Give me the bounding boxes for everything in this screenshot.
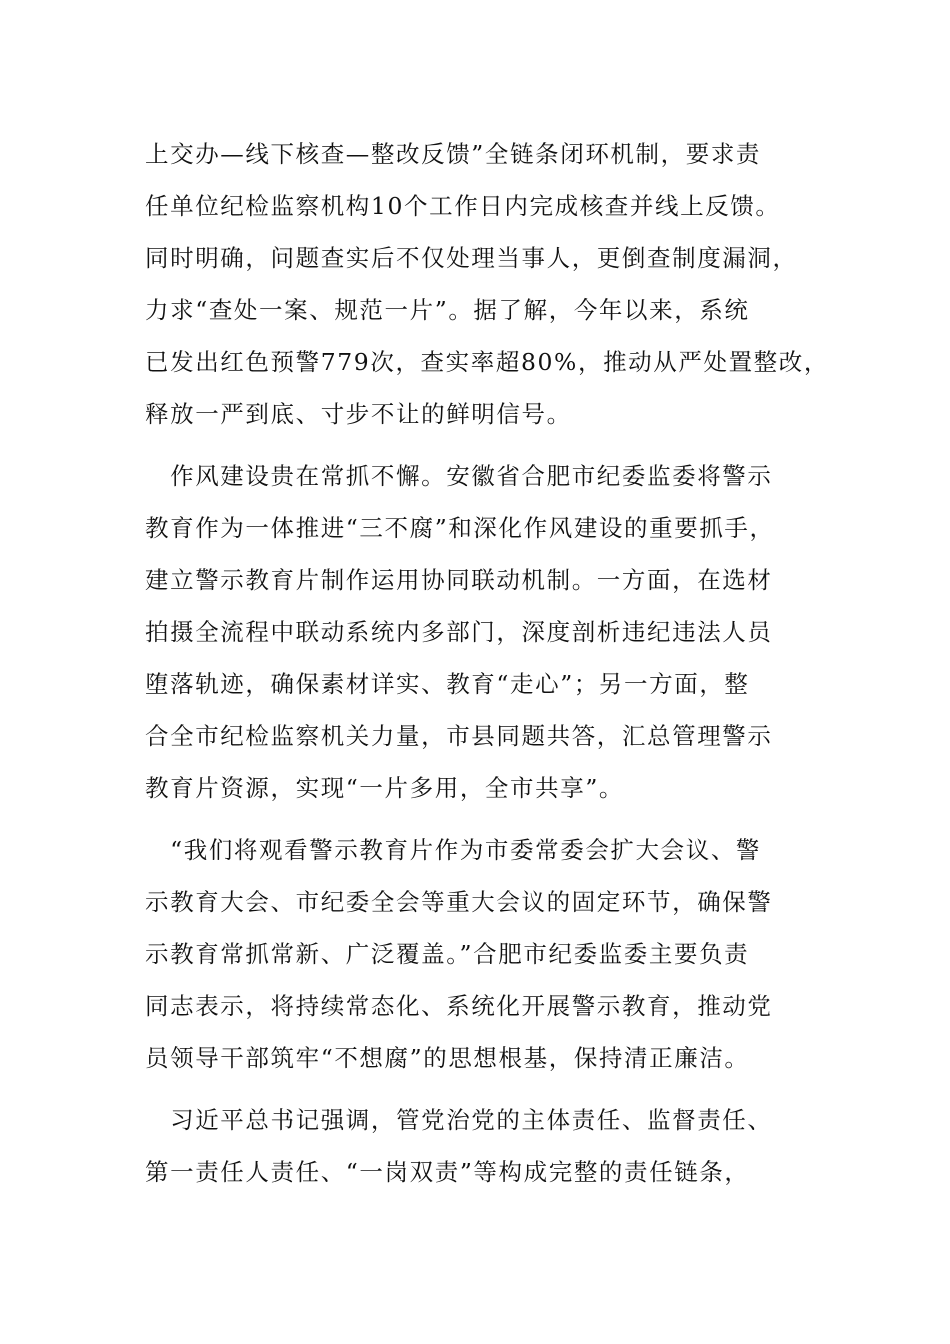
text-line: 释放一严到底、寸步不让的鲜明信号。: [145, 400, 572, 428]
text-line: 上交办—线下核查—整改反馈”全链条闭环机制，要求责: [145, 140, 762, 168]
text-line: 示教育大会、市纪委全会等重大会议的固定环节，确保警: [145, 888, 773, 916]
text-line: “我们将观看警示教育片作为市委常委会扩大会议、警: [145, 836, 762, 864]
text-line: 教育片资源，实现“一片多用，全市共享”。: [145, 774, 625, 802]
text-line: 作风建设贵在常抓不懈。安徽省合肥市纪委监委将警示: [145, 462, 773, 490]
text-line: 习近平总书记强调，管党治党的主体责任、监督责任、: [145, 1106, 773, 1134]
text-line: 任单位纪检监察机构10个工作日内完成核查并线上反馈。: [145, 192, 781, 220]
text-line: 已发出红色预警779次，查实率超80%，推动从严处置整改，: [145, 348, 829, 376]
text-line: 教育作为一体推进“三不腐”和深化作风建设的重要抓手，: [145, 514, 775, 542]
paragraph-3: [145, 824, 825, 1084]
paragraph-2: [145, 450, 825, 814]
text-line: 力求“查处一案、规范一片”。据了解，今年以来，系统: [145, 296, 750, 324]
text-line: 拍摄全流程中联动系统内多部门，深度剖析违纪违法人员: [145, 618, 773, 646]
text-line: 合全市纪检监察机关力量，市县同题共答，汇总管理警示: [145, 722, 773, 750]
paragraph-1: [145, 128, 829, 440]
text-line: 示教育常抓常新、广泛覆盖。”合肥市纪委监委主要负责: [145, 940, 750, 968]
text-line: 员领导干部筑牢“不想腐”的思想根基，保持清正廉洁。: [145, 1044, 750, 1072]
paragraph-4: [145, 1094, 825, 1198]
text-line: 堕落轨迹，确保素材详实、教育“走心”；另一方面，整: [145, 670, 750, 698]
text-line: 同时明确，问题查实后不仅处理当事人，更倒查制度漏洞，: [145, 244, 798, 272]
text-line: 建立警示教育片制作运用协同联动机制。一方面，在选材: [145, 566, 773, 594]
text-line: 同志表示，将持续常态化、系统化开展警示教育，推动党: [145, 992, 773, 1020]
text-line: 第一责任人责任、“一岗双责”等构成完整的责任链条，: [145, 1158, 750, 1186]
